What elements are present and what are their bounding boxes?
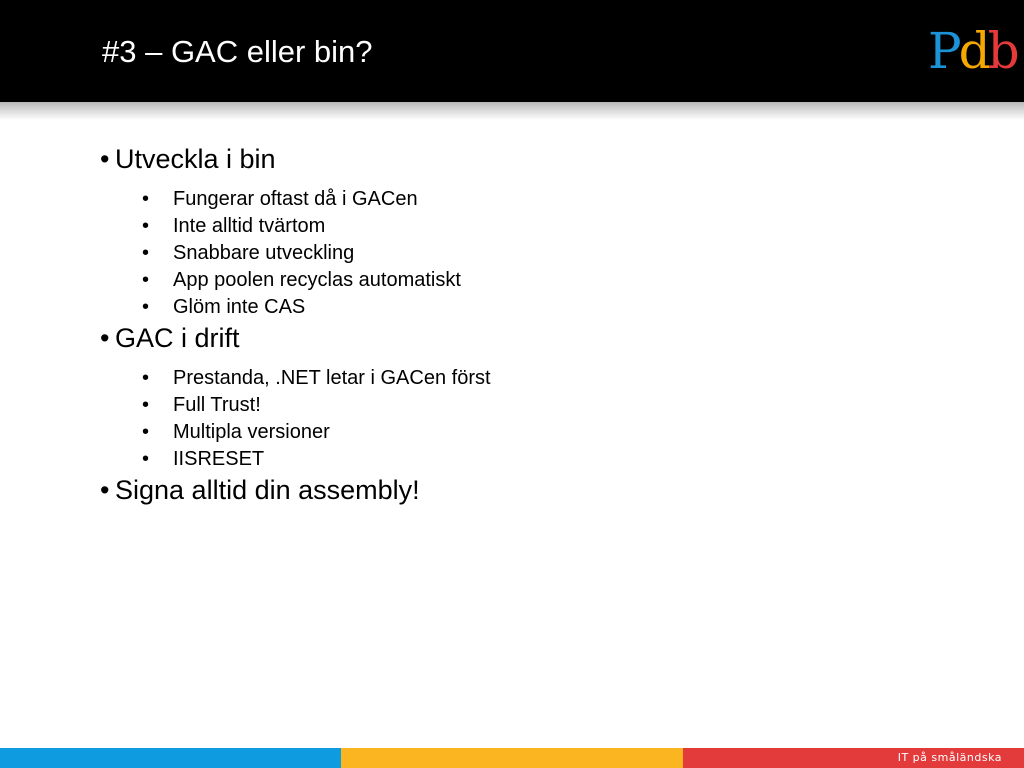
footer-color-bar: [0, 748, 1024, 768]
sub-bullet-text: Inte alltid tvärtom: [173, 215, 326, 237]
bullet-text: Utveckla i bin: [115, 144, 276, 174]
sub-bullet-dot: •: [142, 242, 150, 264]
bullet-list: [100, 142, 980, 507]
sub-bullet-dot: •: [142, 188, 150, 210]
sub-bullet-text: IISRESET: [173, 448, 265, 470]
sub-bullet-dot: •: [142, 367, 150, 389]
sub-bullet-item: [100, 446, 980, 473]
sub-bullet-text: App poolen recyclas automatiskt: [173, 269, 461, 291]
bullet-dot: •: [100, 475, 110, 505]
sub-bullet-list: [100, 186, 980, 321]
footer-segment-red: [683, 748, 1024, 768]
bullet-item: [100, 142, 980, 176]
bullet-dot: •: [100, 144, 110, 174]
bullet-group: [100, 473, 980, 507]
sub-bullet-text: Multipla versioner: [173, 421, 330, 443]
bullet-text: GAC i drift: [115, 323, 240, 353]
sub-bullet-text: Prestanda, .NET letar i GACen först: [173, 367, 491, 389]
sub-bullet-item: [100, 267, 980, 294]
bullet-dot: •: [100, 323, 110, 353]
sub-bullet-text: Glöm inte CAS: [173, 296, 306, 318]
footer-segment-yellow: [341, 748, 683, 768]
logo-letter-p: P: [928, 22, 962, 80]
sub-bullet-list: [100, 365, 980, 473]
sub-bullet-item: [100, 419, 980, 446]
pdb-logo: [928, 20, 1020, 82]
sub-bullet-dot: •: [142, 269, 150, 291]
bullet-group: [100, 321, 980, 473]
sub-bullet-text: Fungerar oftast då i GACen: [173, 188, 418, 210]
bullet-item: [100, 473, 980, 507]
sub-bullet-item: [100, 392, 980, 419]
sub-bullet-item: [100, 365, 980, 392]
title-bar-shadow: [0, 102, 1024, 120]
logo-letter-d: d: [958, 22, 991, 80]
sub-bullet-dot: •: [142, 296, 150, 318]
bullet-text: Signa alltid din assembly!: [115, 475, 420, 505]
title-bar: [0, 0, 1024, 102]
sub-bullet-item: [100, 240, 980, 267]
sub-bullet-text: Snabbare utveckling: [173, 242, 355, 264]
sub-bullet-text: Full Trust!: [173, 394, 261, 416]
sub-bullet-item: [100, 213, 980, 240]
sub-bullet-item: [100, 186, 980, 213]
slide-title: #3 – GAC eller bin?: [102, 34, 373, 69]
sub-bullet-dot: •: [142, 448, 150, 470]
bullet-item: [100, 321, 980, 355]
footer-tagline: IT på småländska: [897, 751, 1002, 764]
sub-bullet-dot: •: [142, 394, 150, 416]
sub-bullet-dot: •: [142, 215, 150, 237]
bullet-group: [100, 142, 980, 321]
footer-segment-blue: [0, 748, 341, 768]
sub-bullet-dot: •: [142, 421, 150, 443]
logo-letter-b: b: [987, 22, 1020, 80]
sub-bullet-item: [100, 294, 980, 321]
